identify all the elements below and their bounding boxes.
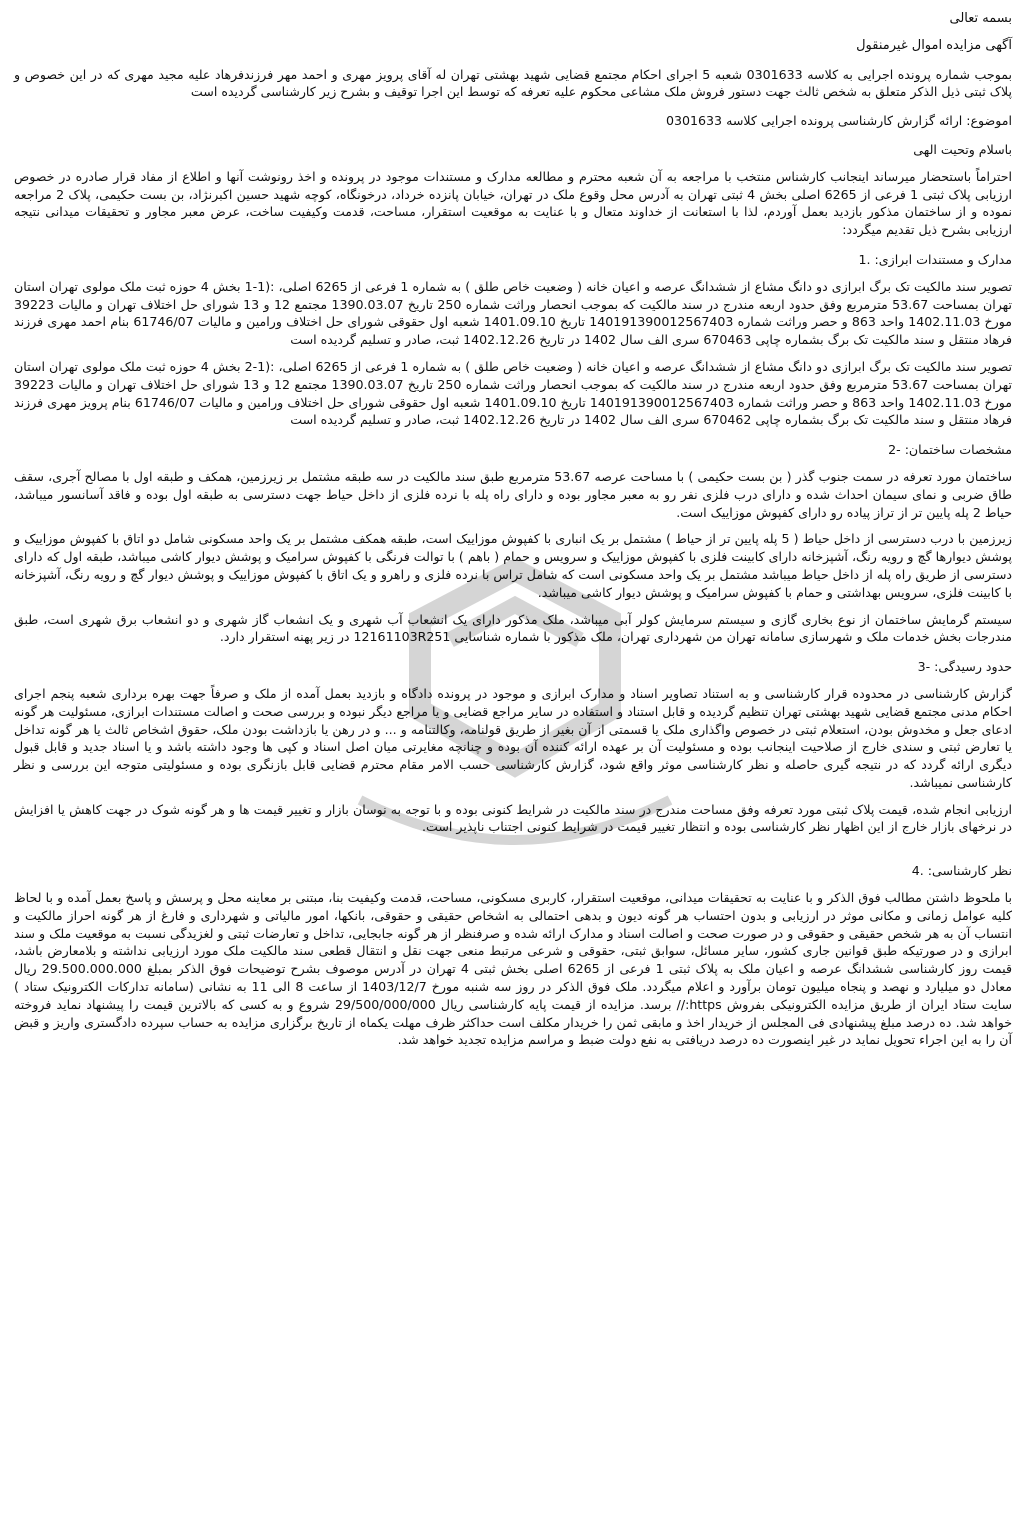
opening-paragraph: احتراماً باستحضار میرساند اینجانب کارشناس منتخب با مراجعه به آن شعبه محترم و مطالعه مدارک و مستندات موجود در پرونده و اخذ رونوشت آنها و اطلاع از مفاد قرار صادره در خصوص ارزیابی پلاک ثبتی 1 فرعی از 6265 اصلی بخش 4 ثبتی تهران به آدرس محل وقوع ملک در تهران، خیابان پانزده خرداد، درخونگاه، کوچه شهید حسین اکبرنژاد، بن بست حکیمی، پلاک 2 مراجعه نموده و از ساختمان مذکور بازدید بعمل آوردم، لذا با استعانت از خداوند متعال و با عنایت به موقعیت استقرار، مساحت، قدمت وکیفیت ساخت، عرض معبر مجاور و تحقیقات میدانی نتیجه ارزیابی بشرح ذیل تقدیم میگردد: [14, 168, 1012, 238]
page-title: آگهی مزایده اموال غیرمنقول [856, 37, 1012, 53]
section4-heading: نظر کارشناسی: .4 [911, 863, 1012, 879]
section2-paragraph3: سیستم گرمایش ساختمان از نوع بخاری گازی و سیستم سرمایش کولر آبی میباشد، ملک مذکور دارای یک انشعاب آب شهری و یک انشعاب گاز شهری و دو انشعاب برق شهری است، طبق مندرجات بخش خدمات ملک و شهرسازی سامانه تهران من شهرداری تهران، ملک مذکور با شماره شناسایی 12161103R251 در زیر پهنه استقرار دارد. [14, 611, 1012, 645]
section1-item1: تصویر سند مالکیت تک برگ ابرازی دو دانگ مشاع از ششدانگ عرصه و اعیان خانه ( وضعیت خاص طلق ) به شماره 1 فرعی از 6265 اصلی، :(1-1 بخش 4 حوزه ثبت ملک مولوی تهران استان تهران بمساحت 53.67 مترمربع وفق حدود اربعه مندرج در سند مالکیت که بموجب انحصار وراثت شماره 250 تاریخ 1390.03.07 مجتمع 12 و 13 شورای حل اختلاف تهران و مالیات 39223 مورخ 1402.11.03 واحد 863 و حصر وراثت شماره 140191390012567403 تاریخ 1401.09.10 شعبه اول حقوقی شورای حل اختلاف ورامین و مالیات 61746/07 بنام احمد مهری فرزند فرهاد منتقل و سند مالکیت تک برگ بشماره چاپی 670463 سری الف سال 1402 در تاریخ 1402.12.26 ثبت، صادر و تسلیم گردیده است [14, 278, 1013, 348]
section1-heading: مدارک و مستندات ابرازی: .1 [858, 251, 1012, 267]
intro-paragraph: بموجب شماره پرونده اجرایی به کلاسه 0301633 شعبه 5 اجرای احکام مجتمع قضایی شهید بهشتی تهران له آقای پرویز مهری و احمد مهر فرزندفرهاد علیه مجید مهری که در این خصوص و پلاک ثبتی ذیل الذکر متعلق به شخص ثالث جهت دستور فروش ملک مشاعی محکوم علیه تعرفه که توسط این اجرا توقیف و بشرح زیر کارشناسی گردیده است [14, 66, 1012, 100]
greeting-line: باسلام وتحیت الهی [913, 141, 1012, 157]
section2-heading: مشخصات ساختمان: -2 [888, 442, 1012, 458]
bismillah-text: بسمه تعالی [949, 11, 1012, 26]
section2-paragraph2: زیرزمین با درب دسترسی از داخل حیاط ( 5 پله پایین تر از حیاط ) مشتمل بر یک انباری با کفپوش موزاییک است، طبقه همکف مشتمل بر یک واحد مسکونی شامل دو اتاق با کفپوش موزاییک و پوشش دیوارها گچ و رویه رنگ، آشپزخانه دارای کابینت فلزی با کفپوش موزاییک و سرویس و حمام ( باهم ) با توالت فرنگی با کفپوش سرامیک و پوشش دیوار کاشی میباشد، طبقه اول که دارای دسترسی از طریق راه پله از داخل حیاط میباشد مشتمل بر یک واحد مسکونی است که شامل تراس با نرده فلزی و راهرو و یک اتاق با کفپوش موزاییک و پوشش دیوار گچ و رویه رنگ، آشپزخانه با کابینت فلزی، سرویس بهداشتی و حمام با کفپوش سرامیک و پوشش دیوار کاشی میباشد. [14, 531, 1012, 600]
section4-body: با ملحوظ داشتن مطالب فوق الذکر و با عنایت به تحقیقات میدانی، موقعیت استقرار، کاربری مسکونی، مساحت، قدمت وکیفیت بنا، مبتنی بر معاینه محل و پرسش و پاسخ بعمل آمده و با لحاظ کلیه عوامل زمانی و مکانی موثر در ارزیابی و بدون احتساب هر گونه دیون و بدهی احتمالی به اشخاص حقیقی و حقوقی، بانکها، امور مالیاتی و شهرداری و فارغ از هر گونه احراز مالکیت و انتساب آن به هر شخص حقیقی و حقوقی و در صورت صحت و اصالت اسناد و مدارک ارائه شده و صرفنظر از هر گونه جابجایی، تداخل و تعارضات ثبتی و لغزیدگی نسبت به موقعیت ملک و سند ابرازی و در صورتیکه طبق قوانین جاری کشور، سایر مسائل، سوابق ثبتی، حقوقی و شرعی مرتبط منعی جهت نقل و انتقال قطعی سند مالکیت ملک مورد ارزیابی نداشته و بلامعارض باشد، قیمت روز کارشناسی ششدانگ عرصه و اعیان ملک به پلاک ثبتی 1 فرعی از 6265 اصلی بخش ثبتی 4 تهران در آدرس موصوف بشرح توضیحات فوق الذکر بمبلغ 29.500.000.000 ریال معادل دو میلیارد و نهصد و پنجاه میلیون تومان برآورد و اعلام میگردد. ملک فوق الذکر در روز سه شنبه مورخ 1403/12/7 از ساعت 8 الی 11 به نشانی (سامانه تدارکات الکترونیک ستاد ) سایت ستاد ایران از طریق مزایده الکترونیکی بفروش https:// برسد. مزایده از قیمت پایه کارشناسی ریال 29/500/000/000 شروع و به کسی که بالاترین قیمت را پیشنهاد نماید فروخته خواهد شد. ده درصد مبلغ پیشنهادی فی المجلس از خریدار اخذ و مابقی ثمن را خریدار مکلف است حداکثر ظرف مهلت یکماه از تاریخ برگزاری مزایده به حساب سپرده دادگستری واریز و قبض آن را به این اجراء تحویل نماید در غیر اینصورت ده درصد دریافتی به نفع دولت ضبط و مراسم مزایده تجدید خواهد شد. [14, 890, 1013, 1048]
subject-line: اموضوع: ارائه گزارش کارشناسی پرونده اجرایی کلاسه 0301633 [665, 113, 1012, 129]
section2-paragraph1: ساختمان مورد تعرفه در سمت جنوب گذر ( بن بست حکیمی ) با مساحت عرصه 53.67 مترمربع طبق سند مالکیت در سه طبقه مشتمل بر زیرزمین، همکف و طبقه اول با مصالح آجری، سقف طاق ضربی و نمای سیمان احداث شده و دارای درب فلزی نفر رو به معبر مجاور بوده و دارای راه پله با نرده فلزی از داخل حیاط جهت دسترسی به طبقه اول بوده و فاقد آسانسور میباشد، حیاط 2 پله پایین تر از تراز پیاده رو دارای کفپوش موزاییک است. [14, 468, 1012, 520]
section3-paragraph1: گزارش کارشناسی در محدوده قرار کارشناسی و به استناد تصاویر اسناد و مدارک ابرازی و موجود در پرونده دادگاه و بازدید بعمل آمده از ملک و صرفاً جهت بهره برداری شعبه پنجم اجرای احکام مدنی مجتمع قضایی شهید بهشتی تهران تنظیم گردیده و قابل استناد و استفاده در سایر مراجع قضایی و یا مراجع دیگر نبوده و بررسی صحت و اصالت مستندات ابرازی، مسئولیت هر گونه ادعای جعل و مخدوش بودن، استعلام ثبتی در خصوص واگذاری ملک یا قسمتی از آن بغیر از طریق قولنامه، وکالتنامه و ... و در رهن یا بازداشت بودن ملک، حقوق اشخاص ثالث یا هر گونه تداخل یا تعارض ثبتی و سندی خارج از صلاحیت اینجانب بوده و مسئولیت آن بر عهده ارائه کننده آن بوده و چنانچه مغایرتی میان اصل اسناد و کپی ها وجود داشته باشد و یا اسناد جدید و قابل قبول دیگری ارائه گردد که در نتیجه گیری حاصله و نظر کارشناسی موثر واقع شود، گزارش کارشناسی حسب الامر مقام محترم قضایی قابل بازنگری بوده و مسئولیتی متوجه این بررسی و نظر کارشناسی نمیباشد. [14, 685, 1012, 790]
section3-paragraph2: ارزیابی انجام شده، قیمت پلاک ثبتی مورد تعرفه وفق مساحت مندرج در سند مالکیت در شرایط کنونی بوده و با توجه به نوسان بازار و تغییر قیمت ها و هر گونه شوک در جهت کاهش یا افزایش در نرخهای بازار خارج از این اظهار نظر کارشناسی بوده و انتظار تغییر قیمت در شرایط کنونی اجتناب ناپذیر است. [14, 801, 1012, 835]
section3-heading: حدود رسیدگی: -3 [917, 659, 1012, 675]
section1-item2: تصویر سند مالکیت تک برگ ابرازی دو دانگ مشاع از ششدانگ عرصه و اعیان خانه ( وضعیت خاص طلق ) به شماره 1 فرعی از 6265 اصلی، :(1-2 بخش 4 حوزه ثبت ملک مولوی تهران استان تهران بمساحت 53.67 مترمربع وفق حدود اربعه مندرج در سند مالکیت که بموجب انحصار وراثت شماره 250 تاریخ 1390.03.07 مجتمع 12 و 13 شورای حل اختلاف تهران و مالیات 39223 مورخ 1402.11.03 واحد 863 و حصر وراثت شماره 140191390012567403 تاریخ 1401.09.10 شعبه اول حقوقی شورای حل اختلاف ورامین و مالیات 61746/07 بنام پرویز مهری فرزند فرهاد منتقل و سند مالکیت تک برگ بشماره چاپی 670462 سری الف سال 1402 در تاریخ 1402.12.26 ثبت، صادر و تسلیم گردیده است [14, 358, 1013, 428]
